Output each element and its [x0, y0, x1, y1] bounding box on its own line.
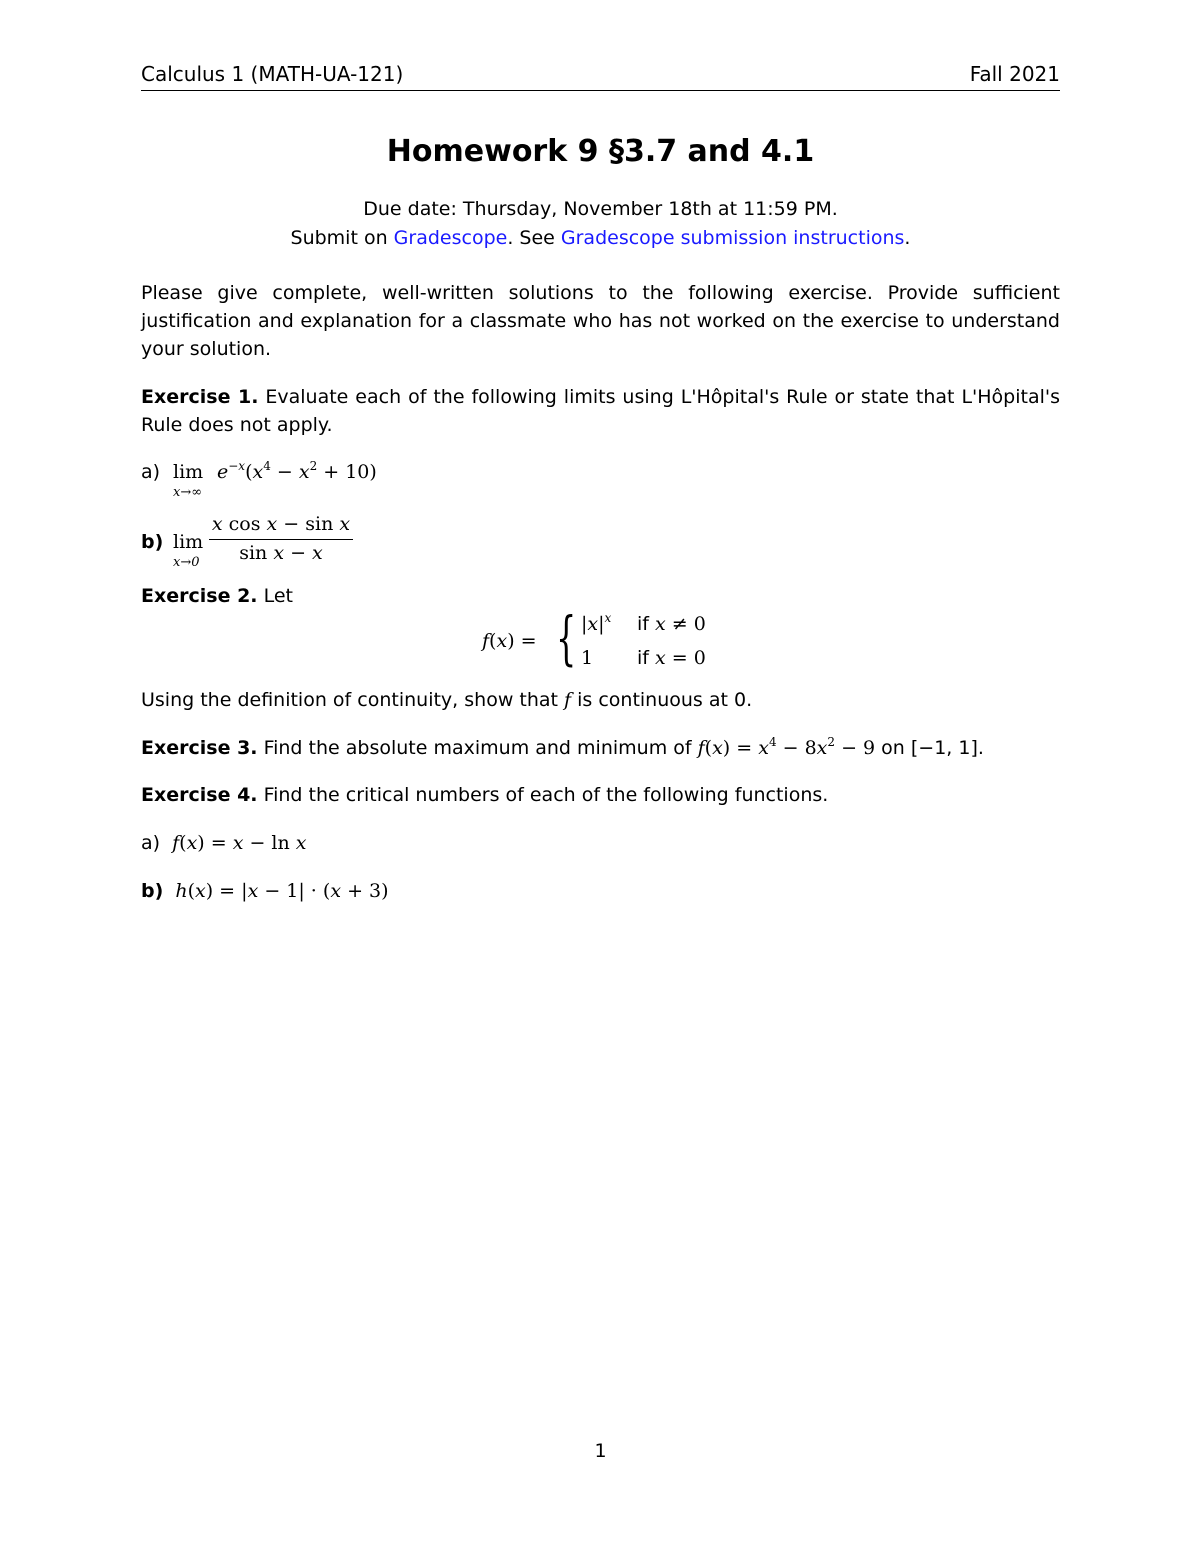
exercise-4-label: Exercise 4.: [141, 784, 258, 806]
limit-1b: lim x→0: [173, 531, 204, 570]
exercise-4a: a) f(x) = x − ln x: [141, 832, 307, 854]
numerator: x cos x − sin x: [211, 513, 351, 535]
exercise-2-task: Using the definition of continuity, show that f is continuous at 0.: [141, 689, 753, 711]
piecewise-case-2: 1: [581, 647, 594, 669]
piecewise-lhs: f(x) =: [482, 630, 537, 652]
left-brace: {: [556, 604, 577, 672]
term: Fall 2021: [969, 62, 1060, 86]
exercise-3-label: Exercise 3.: [141, 737, 258, 759]
instructions-paragraph: Please give complete, well-written solutions to the following exercise. Provide sufficient justification and explanation for a classmate who has not worked on the exercise to understand your solution.: [141, 282, 1060, 360]
exercise-1b: [141, 531, 163, 553]
expression-1a: $e^{-x}(x^4 - x^2 + 10)$: [217, 459, 377, 483]
document-page: [141, 0, 1060, 1553]
exercise-4: Exercise 4. Find the critical numbers of each of the following functions.: [141, 784, 829, 806]
homework-title: Homework 9 §3.7 and 4.1: [386, 134, 815, 169]
exercise-1-text: Evaluate each of the following limits using L'Hôpital's Rule or state that L'Hôpital's Rule does not apply.: [141, 386, 1061, 436]
submit-line: Submit on Gradescope. See Gradescope submission instructions.: [290, 227, 911, 249]
exercise-1-label: Exercise 1.: [141, 386, 259, 408]
page-number: 1: [594, 1440, 607, 1462]
exercise-1a-label: a): [141, 461, 161, 483]
limit-1a: lim x→∞: [173, 461, 204, 500]
exercise-1b-label: b): [141, 531, 164, 553]
running-header: [141, 62, 1060, 88]
piecewise-case-1: $|x|^x$: [581, 611, 612, 635]
gradescope-instructions-link[interactable]: Gradescope submission instructions: [560, 227, 905, 249]
exercise-2-label: Exercise 2.: [141, 585, 258, 607]
piecewise-cond-1: if x ≠ 0: [637, 613, 706, 635]
exercise-4b: b) h(x) = |x − 1| · (x + 3): [141, 880, 389, 902]
gradescope-link[interactable]: Gradescope: [393, 227, 508, 249]
fraction-1b: [209, 513, 353, 564]
exercise-1a: [141, 461, 160, 483]
course-name: Calculus 1 (MATH-UA-121): [141, 62, 404, 86]
exercise-2-text: Let: [263, 585, 293, 607]
due-date: Due date: Thursday, November 18th at 11:59 PM.: [363, 198, 838, 220]
piecewise-cond-2: if x = 0: [637, 647, 706, 669]
header-rule: [141, 90, 1060, 91]
exercise-3: Exercise 3. Find the absolute maximum and minimum of $f(x) = x^4 - 8x^2 - 9$ on [−1, 1].: [141, 735, 984, 759]
exercise-1: [141, 383, 1060, 439]
exercise-2: [141, 585, 293, 607]
denominator: sin x − x: [239, 542, 323, 564]
